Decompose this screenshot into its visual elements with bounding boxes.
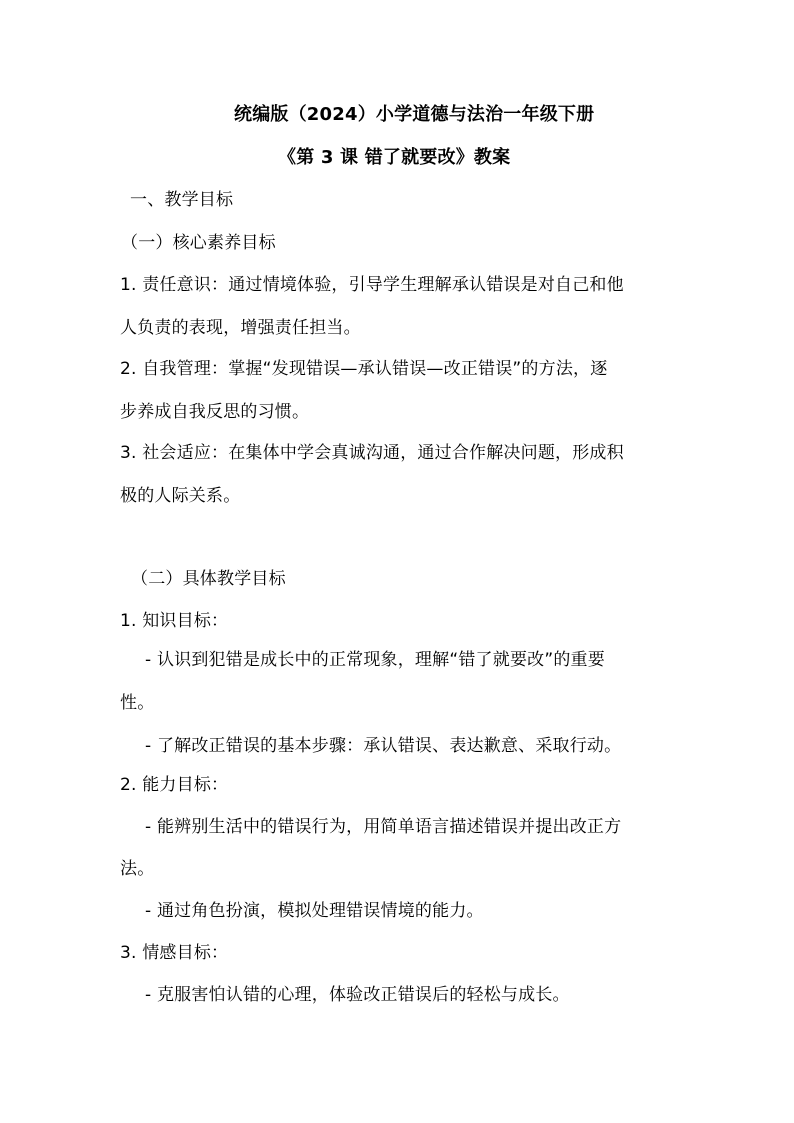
ability-goal-item-1-line1: - 能辨别生活中的错误行为，用简单语言描述错误并提出改正方 xyxy=(145,817,622,837)
lesson-title: 《第 3 课 错了就要改》教案 xyxy=(278,147,511,168)
ability-goal-heading: 2. 能力目标： xyxy=(120,775,229,795)
core-goal-2-line1: 2. 自我管理：掌握“发现错误—承认错误—改正错误”的方法，逐 xyxy=(120,359,608,379)
ability-goal-item-2: - 通过角色扮演，模拟处理错误情境的能力。 xyxy=(145,901,484,921)
core-goal-1-line2: 人负责的表现，增强责任担当。 xyxy=(120,318,361,338)
subsection-heading-core-literacy: （一）核心素养目标 xyxy=(121,233,276,253)
core-goal-3-line1: 3. 社会适应：在集体中学会真诚沟通，通过合作解决问题，形成积 xyxy=(120,443,624,463)
knowledge-goal-item-1-line1: - 认识到犯错是成长中的正常现象，理解“错了就要改”的重要 xyxy=(145,650,605,670)
subsection-heading-specific-goals: （二）具体教学目标 xyxy=(131,569,286,589)
knowledge-goal-heading: 1. 知识目标： xyxy=(120,611,229,631)
emotion-goal-item-1: - 克服害怕认错的心理，体验改正错误后的轻松与成长。 xyxy=(145,985,570,1005)
core-goal-3-line2: 极的人际关系。 xyxy=(120,486,241,506)
emotion-goal-heading: 3. 情感目标： xyxy=(120,943,229,963)
document-title: 统编版（2024）小学道德与法治一年级下册 xyxy=(234,104,595,125)
knowledge-goal-item-2: - 了解改正错误的基本步骤：承认错误、表达歉意、采取行动。 xyxy=(145,736,622,756)
ability-goal-item-1-line2: 法。 xyxy=(120,859,155,879)
core-goal-1-line1: 1. 责任意识：通过情境体验，引导学生理解承认错误是对自己和他 xyxy=(120,275,624,295)
core-goal-2-line2: 步养成自我反思的习惯。 xyxy=(120,402,310,422)
knowledge-goal-item-1-line2: 性。 xyxy=(120,693,155,713)
section-heading-teaching-goals: 一、教学目标 xyxy=(130,190,234,210)
